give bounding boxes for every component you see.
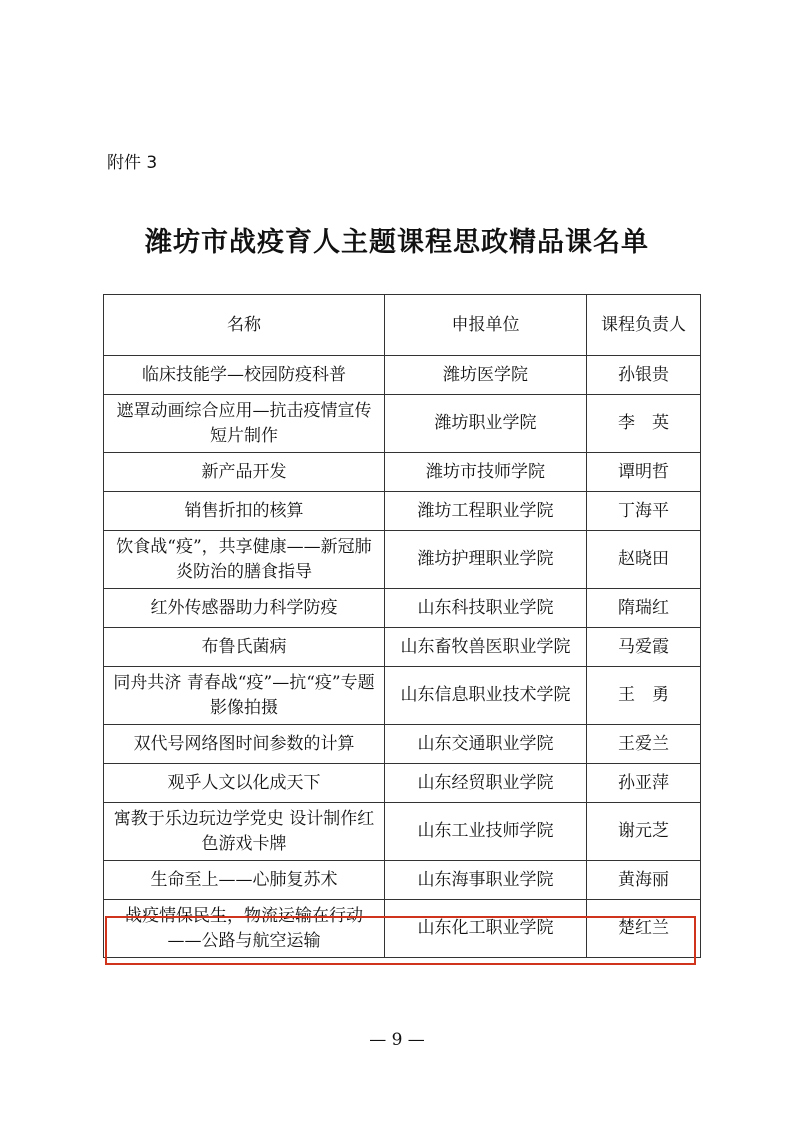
table-row — [104, 725, 701, 764]
course-unit: 潍坊医学院 — [385, 356, 587, 395]
table-row — [104, 764, 701, 803]
course-name: 临床技能学—校园防疫科普 — [104, 356, 385, 395]
table-row — [104, 589, 701, 628]
table-row — [104, 492, 701, 531]
course-table — [103, 294, 701, 958]
course-name: 红外传感器助力科学防疫 — [104, 589, 385, 628]
course-unit: 潍坊护理职业学院 — [385, 531, 587, 589]
course-unit: 潍坊工程职业学院 — [385, 492, 587, 531]
course-leader: 谢元芝 — [587, 803, 701, 861]
table-row — [104, 453, 701, 492]
course-name: 销售折扣的核算 — [104, 492, 385, 531]
course-leader: 楚红兰 — [587, 900, 701, 958]
table-row — [104, 628, 701, 667]
course-leader: 黄海丽 — [587, 861, 701, 900]
course-unit: 山东交通职业学院 — [385, 725, 587, 764]
course-name: 遮罩动画综合应用—抗击疫情宣传短片制作 — [104, 395, 385, 453]
header-name: 名称 — [104, 295, 385, 356]
course-name: 饮食战“疫”，共享健康——新冠肺炎防治的膳食指导 — [104, 531, 385, 589]
table-row — [104, 356, 701, 395]
course-unit: 山东信息职业技术学院 — [385, 667, 587, 725]
course-unit: 山东科技职业学院 — [385, 589, 587, 628]
course-unit: 山东畜牧兽医职业学院 — [385, 628, 587, 667]
course-leader: 孙银贵 — [587, 356, 701, 395]
course-unit: 山东工业技师学院 — [385, 803, 587, 861]
course-unit: 山东经贸职业学院 — [385, 764, 587, 803]
table-row — [104, 395, 701, 453]
course-leader: 丁海平 — [587, 492, 701, 531]
table-row — [104, 803, 701, 861]
course-unit: 山东海事职业学院 — [385, 861, 587, 900]
course-leader: 李 英 — [587, 395, 701, 453]
course-leader: 马爱霞 — [587, 628, 701, 667]
course-name: 观乎人文以化成天下 — [104, 764, 385, 803]
table-row — [104, 531, 701, 589]
header-leader: 课程负责人 — [587, 295, 701, 356]
course-leader: 谭明哲 — [587, 453, 701, 492]
course-unit: 潍坊职业学院 — [385, 395, 587, 453]
course-leader: 赵晓田 — [587, 531, 701, 589]
table-row — [104, 667, 701, 725]
course-name: 双代号网络图时间参数的计算 — [104, 725, 385, 764]
course-name: 战疫情保民生，物流运输在行动——公路与航空运输 — [104, 900, 385, 958]
table-row — [104, 861, 701, 900]
course-unit: 潍坊市技师学院 — [385, 453, 587, 492]
course-leader: 隋瑞红 — [587, 589, 701, 628]
course-leader: 王 勇 — [587, 667, 701, 725]
header-unit: 申报单位 — [385, 295, 587, 356]
course-name: 生命至上——心肺复苏术 — [104, 861, 385, 900]
course-name: 布鲁氏菌病 — [104, 628, 385, 667]
course-unit: 山东化工职业学院 — [385, 900, 587, 958]
course-name: 新产品开发 — [104, 453, 385, 492]
course-leader: 王爱兰 — [587, 725, 701, 764]
course-name: 寓教于乐边玩边学党史 设计制作红色游戏卡牌 — [104, 803, 385, 861]
highlight-box — [105, 916, 696, 965]
document-title: 潍坊市战疫育人主题课程思政精品课名单 — [145, 227, 649, 258]
page-number: — 9 — — [369, 1030, 425, 1050]
course-leader: 孙亚萍 — [587, 764, 701, 803]
course-name: 同舟共济 青春战“疫”—抗“疫”专题影像拍摄 — [104, 667, 385, 725]
attachment-label: 附件 3 — [107, 153, 158, 173]
